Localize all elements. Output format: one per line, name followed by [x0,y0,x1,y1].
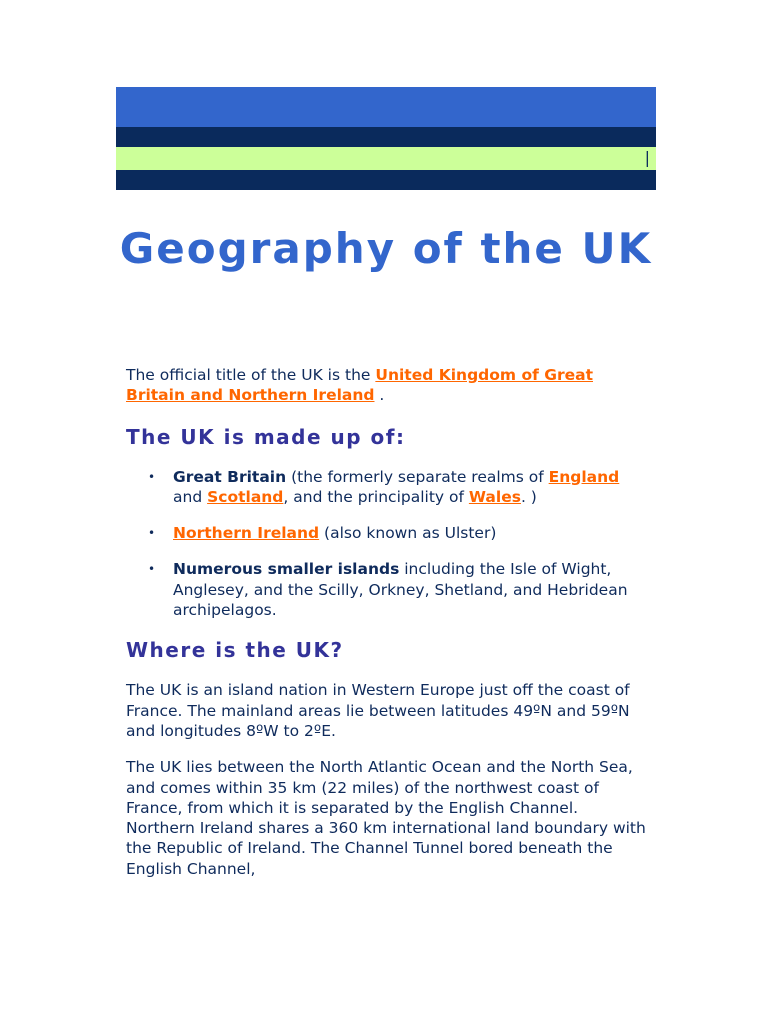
composition-list [126,467,646,621]
list-item-islands [126,559,646,620]
list-text: and [173,487,208,506]
banner-navy-band [116,127,656,147]
wales-link[interactable]: Wales [468,487,521,506]
list-item-northern-ireland [126,523,646,543]
banner-green-band [116,147,656,170]
bullet-icon: • [148,526,156,541]
list-text: (the formerly separate realms of [286,467,549,486]
page-title: Geography of the UK [119,224,653,273]
borders-paragraph: The UK lies between the North Atlantic Ocean and the North Sea, and comes within 35 km (22 miles) of the northwest coast of France, from which it is separated by the English Channel. Northern Ireland shares a 360 km international land boundary with the Republic of Ireland. The Channel Tunnel bored beneath the English Channel, [126,758,646,878]
banner-marker: | [644,148,650,167]
where-heading: Where is the UK? [126,638,344,663]
bullet-icon: • [148,562,156,577]
list-text: . ) [520,487,537,506]
intro-paragraph [126,365,646,406]
uk-full-name-link[interactable]: United Kingdom of Great Britain and Northern Ireland [126,366,593,405]
list-text: , and the principality of [283,487,469,506]
location-paragraph: The UK is an island nation in Western Europe just off the coast of France. The mainland areas lie between latitudes 49ºN and 59ºN and longitudes 8ºW to 2ºE. [126,681,630,740]
document-body [126,365,646,879]
intro-text-end: . [374,386,385,405]
banner-blue-band [116,87,656,127]
term-smaller-islands: Numerous smaller islands [173,560,400,579]
header-banner [116,87,656,190]
intro-text: The official title of the UK is the [126,366,376,384]
scotland-link[interactable]: Scotland [207,487,284,506]
bullet-icon: • [148,469,156,484]
list-text: (also known as Ulster) [319,524,497,543]
list-text: including the Isle of Wight, Anglesey, and the Scilly, Orkney, Shetland, and Hebridean archipelagos. [173,560,628,620]
england-link[interactable]: England [548,467,620,486]
banner-navy-band-bottom [116,170,656,190]
northern-ireland-link[interactable]: Northern Ireland [173,524,320,543]
made-up-heading: The UK is made up of: [126,424,406,449]
list-item-great-britain [126,467,646,508]
term-great-britain: Great Britain [173,467,287,486]
